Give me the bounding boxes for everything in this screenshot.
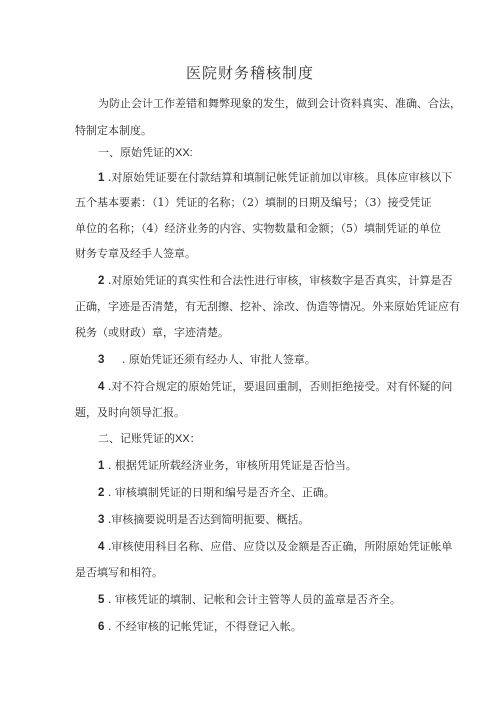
section-1-item-1-line-4: 财务专章及经手人签章。 — [75, 247, 196, 260]
section-1-heading-suffix: XX: — [175, 147, 193, 159]
item-text: .对原始凭证的真实性和合法性进行审核，审核数字是否真实，计算是否 — [107, 274, 453, 287]
section-1-item-3-line-1 — [98, 353, 316, 367]
section-2-heading-text: 二、记账凭证的 — [98, 432, 175, 445]
intro-line-1: 为防止会计工作差错和舞弊现象的发生，做到会计资料真实、准确、合法， — [98, 97, 461, 110]
item-text: . 审核填制凭证的日期和编号是否齐全、正确。 — [107, 486, 335, 499]
section-1-item-1-line-2: 五个基本要素：（1）凭证的名称；（2）填制的日期及编号；（3）接受凭证 — [75, 196, 432, 209]
section-1-item-2-line-3: 税务（或财政）章，字迹清楚。 — [75, 326, 229, 339]
section-1-item-2-line-2: 正确，字迹是否清楚，有无刮擦、挖补、涂改、伪造等情况。外来原始凭证应有 — [75, 300, 460, 313]
item-text: . 审核凭证的填制、记帐和会计主管等人员的盖章是否齐全。 — [107, 593, 401, 606]
section-2-item-4-line-1 — [98, 540, 452, 554]
item-number: 2 — [98, 275, 105, 287]
section-2-heading — [98, 432, 201, 446]
section-1-heading-text: 一、原始凭证的 — [98, 146, 175, 159]
item-number: 1 — [98, 172, 105, 184]
item-text: . 原始凭证还须有经办人、审批人签章。 — [121, 353, 316, 366]
section-1-item-1-line-3: 单位的名称；（4）经济业务的内容、实物数量和金额；（5）填制凭证的单位 — [75, 222, 441, 235]
section-1-item-2-line-1 — [98, 274, 452, 288]
item-number: 3 — [98, 514, 105, 526]
item-number: 4 — [98, 381, 105, 393]
section-2-item-3-line-1 — [98, 513, 309, 527]
document-title: 医院财务稽核制度 — [185, 64, 314, 82]
section-2-item-1-line-1 — [98, 459, 357, 473]
item-number: 4 — [98, 541, 105, 553]
item-text: .对原始凭证要在付款结算和填制记帐凭证前加以审核。具体应审核以下 — [107, 171, 453, 184]
section-2-item-5-line-1 — [98, 593, 401, 607]
item-text: . 不经审核的记帐凭证，不得登记入帐。 — [107, 620, 302, 633]
item-number: 1 — [98, 460, 105, 472]
item-number: 2 — [98, 487, 105, 499]
item-text: .审核使用科目名称、应借、应贷以及金额是否正确，所附原始凭证帐单 — [107, 540, 453, 553]
section-2-item-2-line-1 — [98, 486, 335, 500]
section-1-item-4-line-2: 题，及时向领导汇报。 — [75, 406, 185, 419]
item-number: 3 — [98, 354, 105, 366]
item-text: . 根据凭证所载经济业务，审核所用凭证是否恰当。 — [107, 459, 357, 472]
section-1-heading — [98, 146, 193, 160]
item-text: .审核摘要说明是否达到简明扼要、概括。 — [107, 513, 310, 526]
section-2-heading-suffix: XX： — [175, 433, 201, 445]
item-text: .对不符合规定的原始凭证，要退回重制，否则拒绝接受。对有怀疑的问 — [107, 380, 453, 393]
item-number: 6 — [98, 621, 105, 633]
section-2-item-6-line-1 — [98, 620, 302, 634]
intro-line-2: 特制定本制度。 — [75, 124, 152, 137]
section-1-item-1-line-1 — [98, 171, 452, 185]
section-1-item-4-line-1 — [98, 380, 452, 394]
item-number: 5 — [98, 594, 105, 606]
section-2-item-4-line-2: 是否填写和相符。 — [75, 566, 163, 579]
